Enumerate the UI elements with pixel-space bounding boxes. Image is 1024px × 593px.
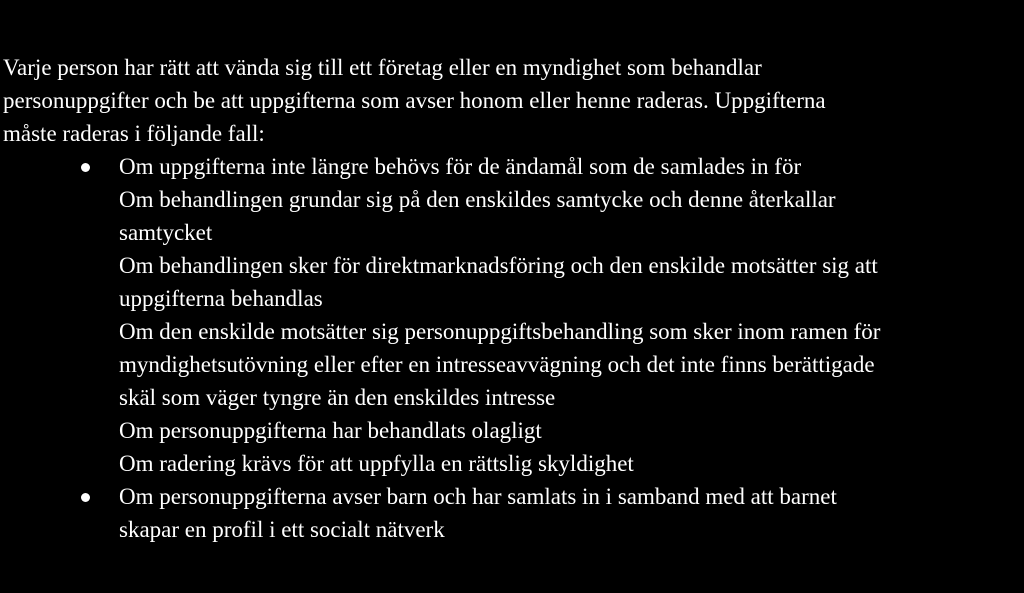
bullet-icon <box>81 493 90 502</box>
intro-line: Varje person har rätt att vända sig till ett företag eller en myndighet som behandlar <box>3 55 762 80</box>
list-item-line: Om behandlingen sker för direktmarknadsföring och den enskilde motsätter sig att <box>119 253 878 278</box>
intro-paragraph <box>3 51 1003 150</box>
list-item <box>0 183 1024 249</box>
list-item <box>0 480 1024 546</box>
list-item-line: samtycket <box>119 220 213 245</box>
list-item-line: skapar en profil i ett socialt nätverk <box>119 517 445 542</box>
list-item <box>0 414 1024 447</box>
list-item-line: myndighetsutövning eller efter en intresseavvägning och det inte finns berättigade <box>119 352 875 377</box>
document-body <box>0 51 1024 546</box>
list-item-line: Om radering krävs för att uppfylla en rättslig skyldighet <box>119 451 634 476</box>
list-item <box>0 249 1024 315</box>
list-item <box>0 447 1024 480</box>
list-item-line: Om den enskilde motsätter sig personuppgiftsbehandling som sker inom ramen för <box>119 319 881 344</box>
list-item <box>0 150 1024 183</box>
list-item-line: Om behandlingen grundar sig på den enskildes samtycke och denne återkallar <box>119 187 836 212</box>
list-item <box>0 315 1024 414</box>
list-item-line: uppgifterna behandlas <box>119 286 323 311</box>
list-item-line: Om uppgifterna inte längre behövs för de ändamål som de samlades in för <box>119 154 802 179</box>
list-item-line: Om personuppgifterna har behandlats olagligt <box>119 418 542 443</box>
erasure-cases-list <box>0 150 1024 546</box>
intro-line: måste raderas i följande fall: <box>3 121 265 146</box>
bullet-icon <box>81 163 90 172</box>
list-item-line: Om personuppgifterna avser barn och har samlats in i samband med att barnet <box>119 484 837 509</box>
list-item-line: skäl som väger tyngre än den enskildes intresse <box>119 385 556 410</box>
intro-line: personuppgifter och be att uppgifterna som avser honom eller henne raderas. Uppgifterna <box>3 88 826 113</box>
